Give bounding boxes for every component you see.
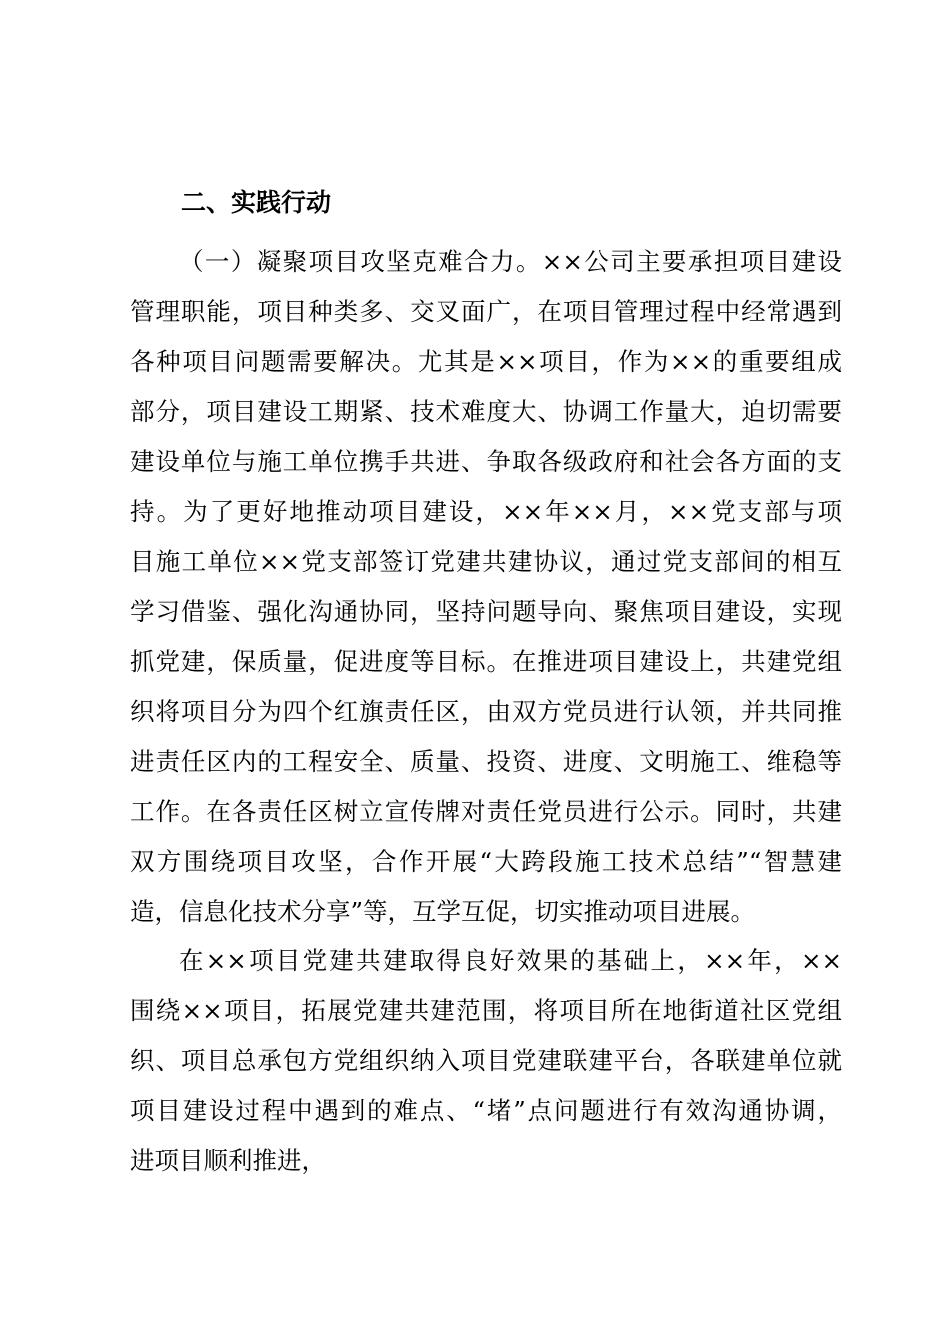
paragraph-line: 目施工单位××党支部签订党建共建协议，通过党支部间的相互	[130, 547, 842, 576]
section-heading: 二、实践行动	[181, 188, 332, 217]
paragraph-line: 部分，项目建设工期紧、技术难度大、协调工作量大，迫切需要	[130, 397, 842, 426]
paragraph-line: 建设单位与施工单位携手共进、争取各级政府和社会各方面的支	[130, 447, 842, 476]
paragraph-line: 织将项目分为四个红旗责任区，由双方党员进行认领，并共同推	[130, 697, 842, 726]
paragraph-line: 造，信息化技术分享”等，互学互促，切实推动项目进展。	[130, 897, 756, 926]
paragraph-line: 抓党建，保质量，促进度等目标。在推进项目建设上，共建党组	[130, 647, 842, 676]
paragraph-line: 持。为了更好地推动项目建设，××年××月，××党支部与项	[130, 497, 842, 526]
paragraph-line: 织、项目总承包方党组织纳入项目党建联建平台，各联建单位就	[130, 1046, 842, 1075]
paragraph-line: 围绕××项目，拓展党建共建范围，将项目所在地街道社区党组	[130, 996, 842, 1025]
paragraph-line: 在××项目党建共建取得良好效果的基础上，××年，××	[179, 946, 842, 975]
paragraph-line: 进责任区内的工程安全、质量、投资、进度、文明施工、维稳等	[130, 747, 842, 776]
paragraph-line: 双方围绕项目攻坚，合作开展“大跨段施工技术总结”“智慧建	[130, 847, 842, 876]
paragraph-line: （一）凝聚项目攻坚克难合力。××公司主要承担项目建设	[179, 247, 842, 276]
paragraph-line: 进项目顺利推进，	[130, 1146, 326, 1175]
paragraph-line: 各种项目问题需要解决。尤其是××项目，作为××的重要组成	[130, 347, 842, 376]
paragraph-line: 管理职能，项目种类多、交叉面广，在项目管理过程中经常遇到	[130, 297, 842, 326]
paragraph-line: 项目建设过程中遇到的难点、“堵”点问题进行有效沟通协调，	[130, 1096, 842, 1125]
paragraph-line: 工作。在各责任区树立宣传牌对责任党员进行公示。同时，共建	[130, 797, 842, 826]
paragraph-1	[130, 237, 842, 937]
paragraph-line: 学习借鉴、强化沟通协同，坚持问题导向、聚焦项目建设，实现	[130, 597, 842, 626]
paragraph-2	[130, 936, 842, 1186]
